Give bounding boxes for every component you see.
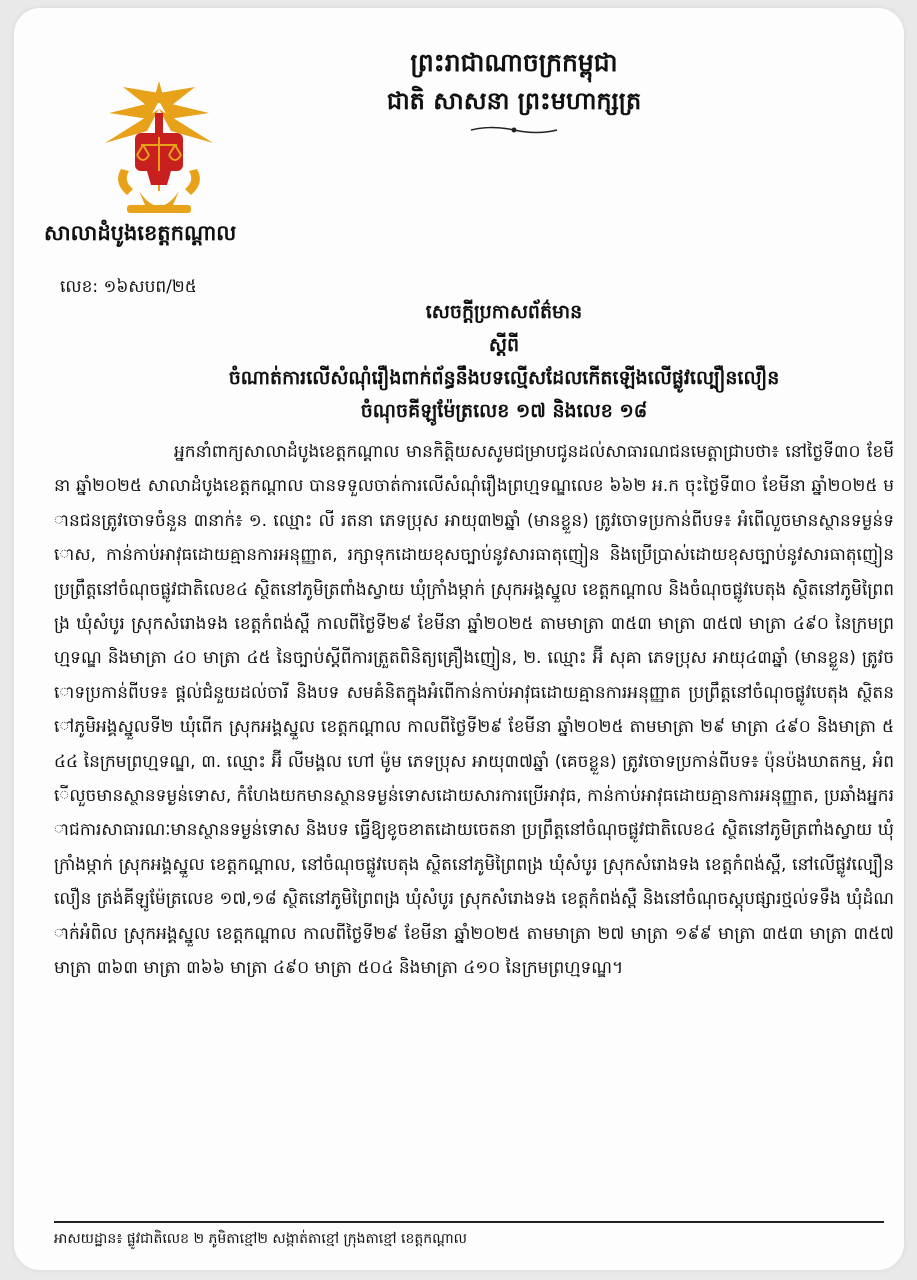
title-line-3: ចំណាត់ការលើសំណុំរឿងពាក់ព័ន្ធនឹងបទល្មើសដែលកើតឡើងលើផ្លូវល្បឿនលឿន [228,367,780,389]
document-page [14,8,904,1270]
footer-divider [54,1221,884,1223]
body-paragraph: អ្នកនាំពាក្យសាលាដំបូងខេត្តកណ្តាល មានកិត្តិយសសូមជម្រាបជូនដល់សាធារណជនមេត្តាជ្រាបថា៖ នៅថ្ងៃទី៣០ ខែមីនា ឆ្នាំ២០២៥ សាលាដំបូងខេត្តកណ្តាល បានទទួលចាត់ការលើសំណុំរឿងព្រហ្មទណ្ឌលេខ ៦៦២ អ.ក ចុះថ្ងៃទី៣០ ខែមីនា ឆ្នាំ២០២៥ មានជនត្រូវចោទចំនួន ៣នាក់៖ ១. ឈ្មោះ លី រតនា ភេទប្រុស អាយុ៣២ឆ្នាំ (មានខ្លួន) ត្រូវចោទប្រកាន់ពីបទ៖ អំពើលួចមានស្ថានទម្ងន់ទោស, កាន់កាប់អាវុធដោយគ្មានការអនុញ្ញាត, រក្សាទុកដោយខុសច្បាប់នូវសារធាតុញៀន និងប្រើប្រាស់ដោយខុសច្បាប់នូវសារធាតុញៀន ប្រព្រឹត្តនៅចំណុចផ្លូវជាតិលេខ៤ ស្ថិតនៅភូមិត្រពាំងស្វាយ ឃុំក្រាំងម្កាក់ ស្រុកអង្គស្នួល ខេត្តកណ្ដាល និងចំណុចផ្លូវបេតុង ស្ថិតនៅភូមិព្រៃពង្រ ឃុំសំបូរ ស្រុកសំរោងទង ខេត្តកំពង់ស្ពឺ កាលពីថ្ងៃទី២៩ ខែមីនា ឆ្នាំ២០២៥ តាមមាត្រា ៣៥៣ មាត្រា ៣៥៧ មាត្រា ៤៩០ នៃក្រមព្រហ្មទណ្ឌ និងមាត្រា ៤០ មាត្រា ៤៥ នៃច្បាប់ស្ដីពីការត្រួតពិនិត្យគ្រឿងញៀន, ២. ឈ្មោះ អ៊ី សុគា ភេទប្រុស អាយុ៤៣ឆ្នាំ (មានខ្លួន) ត្រូវចោទប្រកាន់ពីបទ៖ ផ្ដល់ជំនួយដល់ចារី និងបទ សមគំនិតក្នុងអំពើកាន់កាប់អាវុធដោយគ្មានការអនុញ្ញាត ប្រព្រឹត្តនៅចំណុចផ្លូវបេតុង ស្ថិតនៅភូមិអង្គស្នួលទី២ ឃុំពើក ស្រុកអង្គស្នួល ខេត្តកណ្ដាល កាលពីថ្ងៃទី២៩ ខែមីនា ឆ្នាំ២០២៥ តាមមាត្រា ២៩ មាត្រា ៤៩០ និងមាត្រា ៥៤៤ នៃក្រមព្រហ្មទណ្ឌ, ៣. ឈ្មោះ អ៊ី លីមង្គល ហៅ ម៉ូម ភេទប្រុស អាយុ៣៧ឆ្នាំ (គេចខ្លួន) ត្រូវចោទប្រកាន់ពីបទ៖ ប៉ុនប៉ងឃាតកម្ម, អំពើលួចមានស្ថានទម្ងន់ទោស, កំហែងយកមានស្ថានទម្ងន់ទោសដោយសារការប្រើអាវុធ, កាន់កាប់អាវុធដោយគ្មានការអនុញ្ញាត, ប្រឆាំងអ្នករាជការសាធារណៈមានស្ថានទម្ងន់ទោស និងបទ ធ្វើឱ្យខូចខាតដោយចេតនា ប្រព្រឹត្តនៅចំណុចផ្លូវជាតិលេខ៤ ស្ថិតនៅភូមិត្រពាំងស្វាយ ឃុំក្រាំងម្កាក់ ស្រុកអង្គស្នួល ខេត្តកណ្ដាល, នៅចំណុចផ្លូវបេតុង ស្ថិតនៅភូមិព្រៃពង្រ ឃុំសំបូរ ស្រុកសំរោងទង ខេត្តកំពង់ស្ពឺ, នៅលើផ្លូវល្បឿនលឿន ត្រង់គីឡូម៉ែត្រលេខ ១៧,១៨ ស្ថិតនៅភូមិព្រៃពង្រ ឃុំសំបូរ ស្រុកសំរោងទង ខេត្តកំពង់ស្ពឺ និងនៅចំណុចស្តុបផ្សារថ្មល់ទទឹង ឃុំដំណាក់អំពិល ស្រុកអង្គស្នួល ខេត្តកណ្ដាល កាលពីថ្ងៃទី២៩ ខែមីនា ឆ្នាំ២០២៥ តាមមាត្រា ២៧ មាត្រា ១៩៩ មាត្រា ៣៥៣ មាត្រា ៣៥៧ មាត្រា ៣៦៣ មាត្រា ៣៦៦ មាត្រា ៤៩០ មាត្រា ៥០៤ និងមាត្រា ៤១០ នៃក្រមព្រហ្មទណ្ឌ។ [54,442,894,979]
court-emblem-icon [99,73,219,223]
national-motto: ជាតិ សាសនា ព្រះមហាក្សត្រ [386,87,642,115]
court-name: សាលាដំបូងខេត្តកណ្ដាល [44,221,237,245]
title-line-2: ស្ដីពី [488,334,520,356]
ornament-divider-icon [469,124,559,136]
footer-address: អាសយដ្ឋាន៖ ផ្លូវជាតិលេខ ២ ភូមិតាខ្មៅ២ សង្កាត់តាខ្មៅ ក្រុងតាខ្មៅ ខេត្តកណ្ដាល [54,1231,467,1247]
announcement-body [54,435,894,986]
kingdom-title: ព្រះរាជាណាចក្រកម្ពុជា [410,48,618,77]
title-line-4: ចំណុចគីឡូម៉ែត្រលេខ ១៧ និងលេខ ១៨ [360,400,648,422]
announcement-titles [94,296,904,428]
reference-number: លេខ: ១៦សបព/២៥ [60,277,197,297]
title-line-1: សេចក្ដីប្រកាសព័ត៌មាន [425,301,583,323]
letterhead [314,44,714,140]
